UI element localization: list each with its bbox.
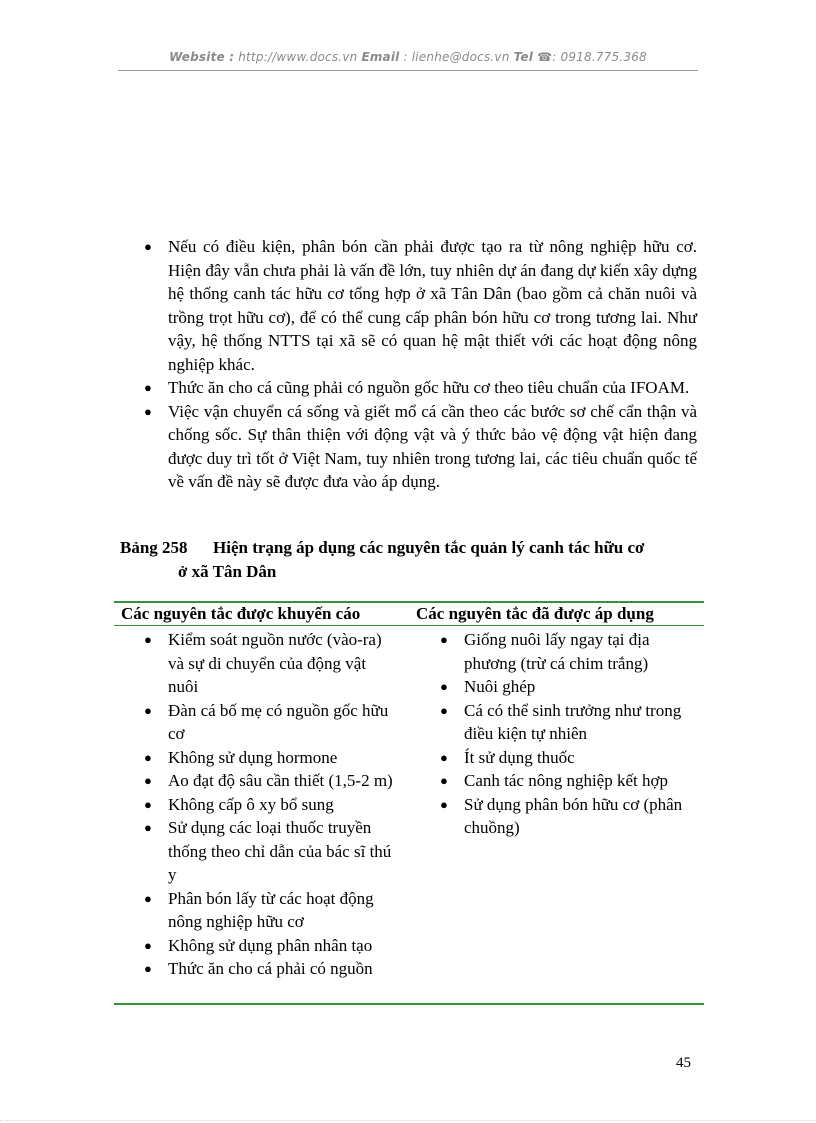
email-label: Email bbox=[361, 50, 400, 64]
table-title-line1: Hiện trạng áp dụng các nguyên tắc quản lý canh tác hữu cơ bbox=[213, 538, 645, 557]
bullet-icon: ● bbox=[144, 632, 152, 647]
bullet-icon: ● bbox=[144, 380, 152, 395]
list-item-text: Sử dụng phân bón hữu cơ (phân chuồng) bbox=[464, 794, 683, 837]
applied-principles-list bbox=[438, 628, 693, 840]
list-item-text: Ít sử dụng thuốc bbox=[464, 747, 575, 767]
list-item bbox=[438, 628, 693, 675]
bullet-text: Nếu có điều kiện, phân bón cần phải được tạo ra từ nông nghiệp hữu cơ. Hiện đây vẫn chưa phải là vấn đề lớn, tuy nhiên dự án đang dự kiến xây dựng hệ thống canh tác hữu cơ tổng hợp ở xã Tân Dân (bao gồm cả chăn nuôi và trồng trọt hữu cơ), để có thể cung cấp phân bón hữu cơ trong tương lai. Như vậy, hệ thống NTTS tại xã sẽ có quan hệ mật thiết với các hoạt động nông nghiệp khác. bbox=[168, 237, 697, 374]
list-item-text: Canh tác nông nghiệp kết hợp bbox=[464, 771, 668, 790]
recommended-principles-list bbox=[142, 628, 397, 981]
website-label: Website : bbox=[169, 50, 235, 64]
bullet-icon: ● bbox=[440, 749, 448, 765]
list-item-text: Ao đạt độ sâu cần thiết (1,5-2 m) bbox=[168, 771, 393, 790]
page-header bbox=[118, 50, 698, 64]
table-title-line2: ở xã Tân Dân bbox=[178, 562, 277, 581]
list-item bbox=[142, 793, 397, 817]
tel-number: : 0918.775.368 bbox=[552, 50, 647, 64]
tel-label: Tel bbox=[513, 50, 534, 64]
bullet-icon: ● bbox=[440, 796, 448, 812]
bullet-icon: ● bbox=[144, 403, 152, 419]
page-number: 45 bbox=[676, 1055, 691, 1071]
bullet-icon: ● bbox=[144, 890, 152, 906]
list-item-text: Không sử dụng hormone bbox=[168, 747, 338, 767]
list-item bbox=[142, 235, 697, 376]
table-header-recommended: Các nguyên tắc được khuyến cáo bbox=[121, 604, 361, 623]
website-url: http://www.docs.vn bbox=[238, 50, 358, 64]
bullet-text: Việc vận chuyển cá sống và giết mổ cá cần theo các bước sơ chế cẩn thận và chống sốc. Sự thân thiện với động vật và ý thức bảo vệ động vật hiện đang được duy trì tốt ở Việt Nam, tuy nhiên trong tương lai, các tiêu chuẩn quốc tế về vấn đề này sẽ được đưa vào áp dụng. bbox=[168, 401, 697, 491]
list-item-text: Phân bón lấy từ các hoạt động nông nghiệp hữu cơ bbox=[168, 888, 374, 931]
bullet-icon: ● bbox=[144, 702, 152, 718]
body-bullet-list bbox=[142, 235, 697, 494]
table-bottom-rule bbox=[114, 1003, 704, 1005]
footer-rule bbox=[0, 1120, 816, 1121]
table-label: Bảng 258 bbox=[120, 538, 188, 557]
list-item-text: Đàn cá bố mẹ có nguồn gốc hữu cơ bbox=[168, 700, 389, 743]
bullet-text: Thức ăn cho cá cũng phải có nguồn gốc hữu cơ theo tiêu chuẩn của IFOAM. bbox=[168, 378, 690, 397]
list-item bbox=[142, 934, 397, 958]
table-caption bbox=[120, 536, 710, 584]
table-header-applied: Các nguyên tắc đã được áp dụng bbox=[416, 604, 654, 623]
list-item bbox=[142, 400, 697, 494]
bullet-icon: ● bbox=[440, 632, 448, 647]
list-item-text: Kiểm soát nguồn nước (vào-ra) và sự di chuyển của động vật nuôi bbox=[168, 630, 382, 696]
bullet-icon: ● bbox=[144, 796, 152, 812]
list-item-text: Sử dụng các loại thuốc truyền thống theo chỉ dẫn của bác sĩ thú y bbox=[168, 818, 392, 884]
bullet-icon: ● bbox=[144, 773, 152, 788]
header-rule bbox=[118, 70, 698, 71]
bullet-icon: ● bbox=[440, 679, 448, 694]
list-item bbox=[438, 699, 693, 746]
list-item bbox=[142, 769, 397, 793]
list-item bbox=[142, 628, 397, 699]
list-item-text: Thức ăn cho cá phải có nguồn bbox=[168, 959, 373, 978]
bullet-icon: ● bbox=[440, 702, 448, 718]
bullet-icon: ● bbox=[440, 773, 448, 788]
bullet-icon: ● bbox=[144, 239, 152, 254]
bullet-icon: ● bbox=[144, 749, 152, 765]
list-item bbox=[142, 746, 397, 770]
table-header-rule bbox=[114, 625, 704, 626]
email-address: : lienhe@docs.vn bbox=[403, 50, 510, 64]
list-item bbox=[142, 699, 397, 746]
list-item-text: Nuôi ghép bbox=[464, 677, 536, 696]
list-item bbox=[438, 769, 693, 793]
bullet-icon: ● bbox=[144, 961, 152, 976]
list-item-text: Không cấp ô xy bổ sung bbox=[168, 794, 334, 814]
phone-icon: ☎ bbox=[537, 50, 553, 64]
list-item bbox=[438, 793, 693, 840]
list-item bbox=[142, 887, 397, 934]
list-item bbox=[438, 675, 693, 699]
list-item-text: Cá có thể sinh trưởng như trong điều kiện tự nhiên bbox=[464, 700, 682, 743]
list-item bbox=[142, 816, 397, 887]
list-item-text: Giống nuôi lấy ngay tại địa phương (trừ cá chim trắng) bbox=[464, 630, 650, 673]
list-item bbox=[142, 957, 397, 981]
bullet-icon: ● bbox=[144, 937, 152, 953]
bullet-icon: ● bbox=[144, 820, 152, 835]
list-item bbox=[438, 746, 693, 770]
list-item-text: Không sử dụng phân nhân tạo bbox=[168, 935, 373, 955]
list-item bbox=[142, 376, 697, 400]
